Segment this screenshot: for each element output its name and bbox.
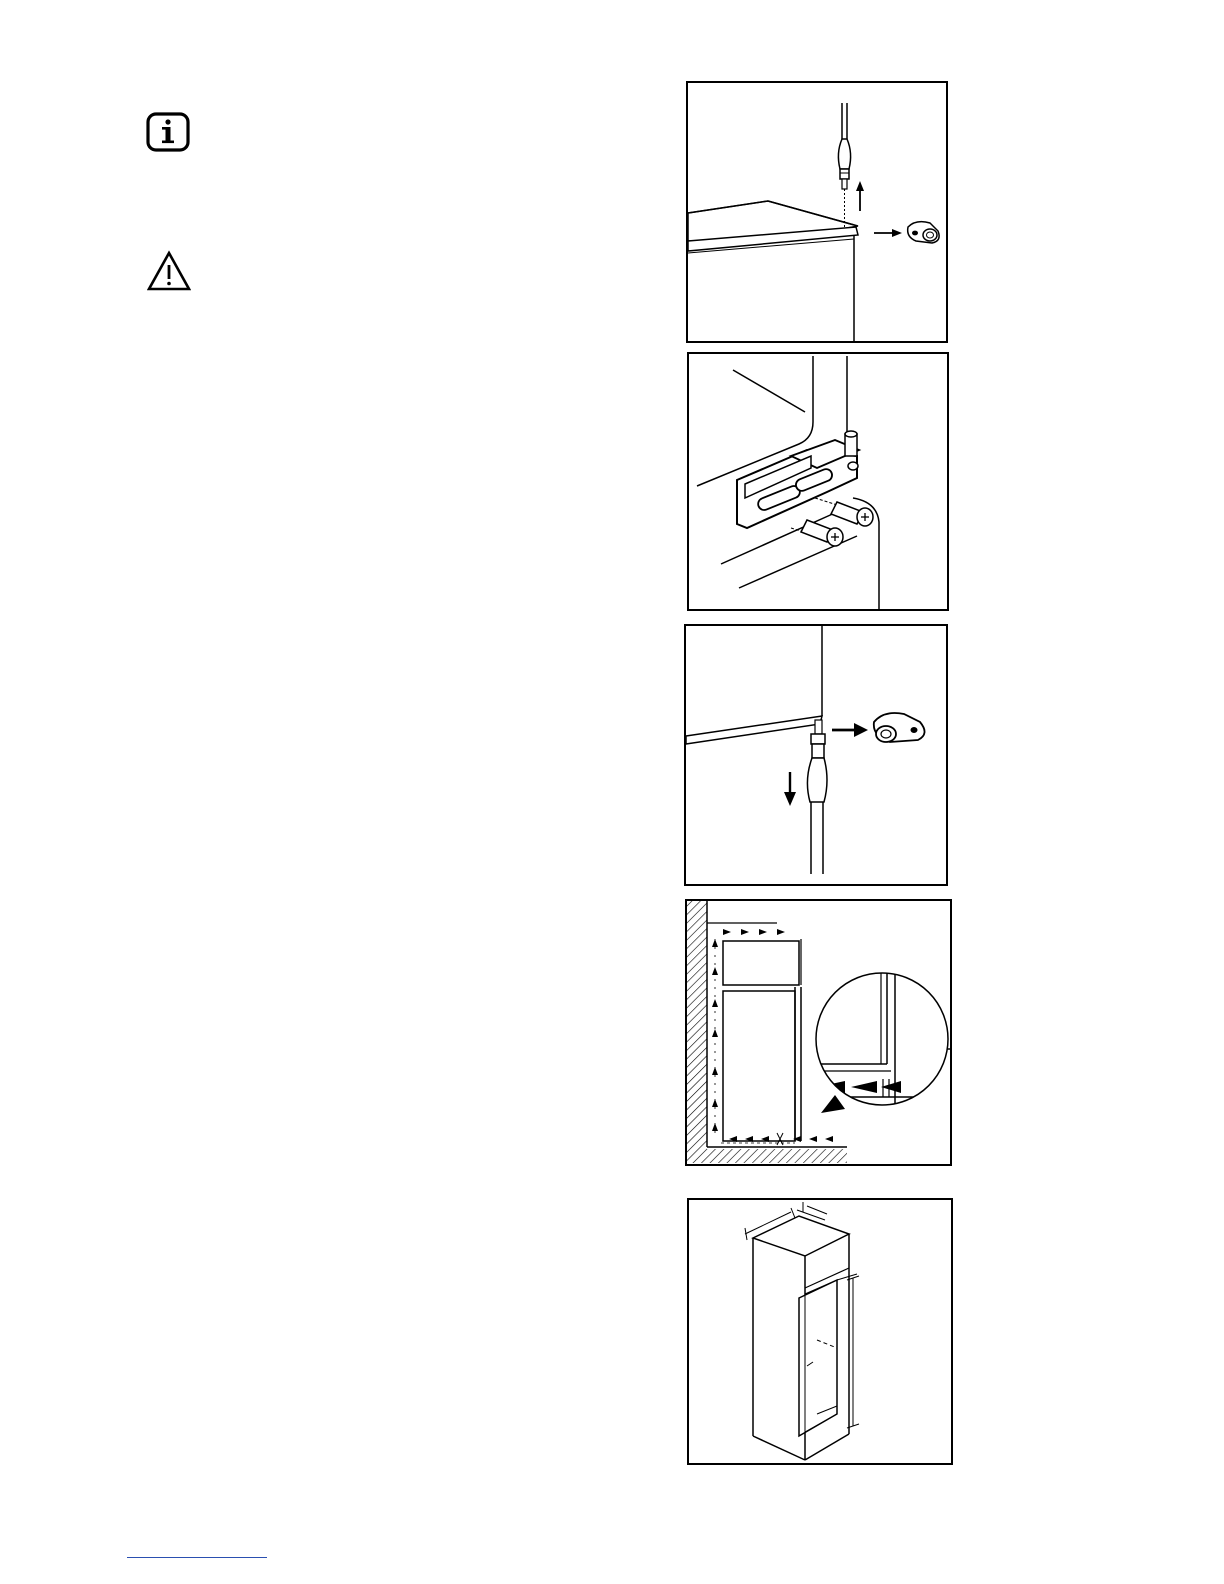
figure-hinge-bracket-screws [687, 352, 949, 611]
figure-cabinet-niche-dimensions [687, 1198, 953, 1465]
figure-ventilation-airflow [685, 899, 952, 1166]
info-icon [146, 112, 190, 152]
warning-triangle-icon [147, 250, 191, 292]
figure-bottom-hinge-pin-removal [684, 624, 948, 886]
figure-top-hinge-pin-removal [686, 81, 948, 343]
footer-rule [127, 1557, 267, 1558]
